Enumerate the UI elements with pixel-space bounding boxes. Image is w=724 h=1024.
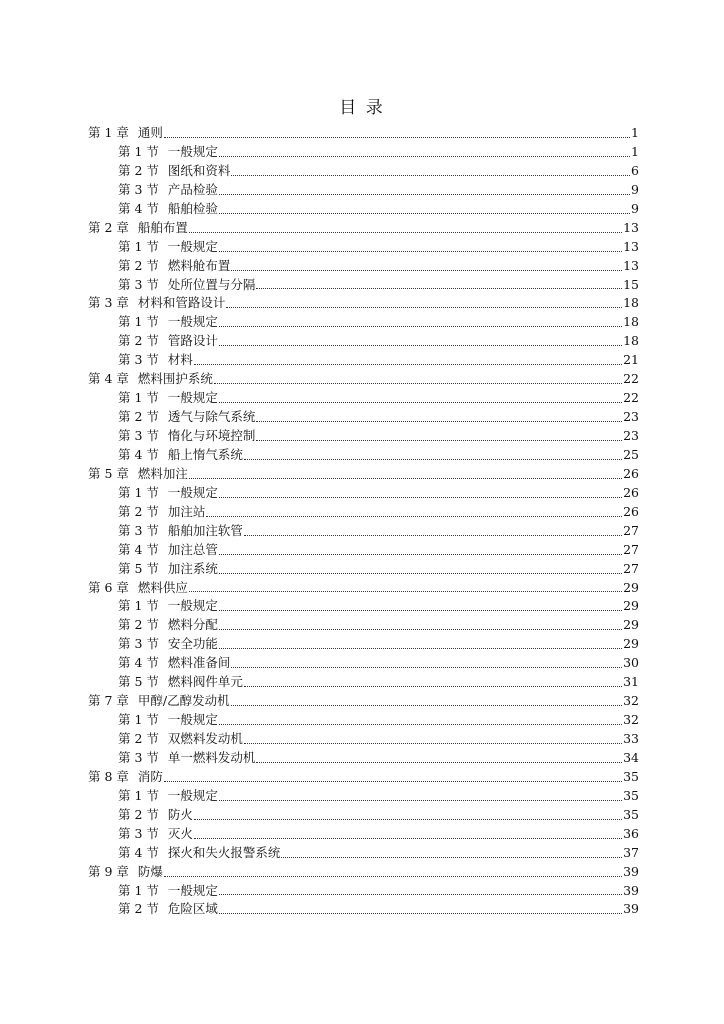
entry-number: 第 1 节 [118,238,159,254]
entry-number: 第 3 节 [118,522,159,538]
entry-number: 第 2 节 [118,901,159,917]
entry-title: 管路设计 [167,333,218,349]
dot-leader [256,287,622,289]
entry-page-number: 15 [623,276,639,292]
entry-page-number: 33 [623,731,639,746]
dot-leader [194,837,622,839]
toc-chapter-entry[interactable] [88,768,639,787]
entry-number: 第 5 章 [88,465,129,481]
entry-number: 第 5 节 [118,560,159,576]
entry-title: 一般规定 [167,238,218,254]
entry-number: 第 4 节 [118,655,159,671]
dot-leader [164,136,630,138]
toc-section-entry[interactable] [88,749,639,768]
toc-section-entry[interactable] [88,654,639,673]
entry-title: 透气与除气系统 [167,409,256,425]
dot-leader [231,704,622,706]
toc-section-entry[interactable] [88,389,639,408]
entry-page-number: 1 [631,143,639,159]
entry-page-number: 26 [623,503,639,519]
entry-number: 第 1 节 [118,598,159,614]
entry-title: 消防 [137,768,163,784]
entry-title: 船舶加注软管 [167,522,243,538]
toc-section-entry[interactable] [88,238,639,257]
entry-title: 一般规定 [167,314,218,330]
entry-title: 船舶布置 [137,219,188,235]
toc-section-entry[interactable] [88,181,639,200]
entry-page-number: 35 [623,806,639,822]
toc-section-entry[interactable] [88,351,639,370]
entry-title: 探火和失火报警系统 [167,844,281,860]
entry-page-number: 36 [623,825,639,841]
dot-leader [244,685,622,687]
entry-number: 第 5 节 [118,674,159,690]
entry-number: 第 2 节 [118,731,159,746]
entry-page-number: 22 [623,390,639,406]
toc-chapter-entry[interactable] [88,465,639,484]
dot-leader [281,856,622,858]
entry-page-number: 18 [623,314,639,330]
dot-leader [244,534,622,536]
dot-leader [189,231,622,233]
dot-leader [219,193,630,195]
dot-leader [164,780,622,782]
dot-leader [219,893,622,895]
dot-leader [219,912,622,914]
entry-page-number: 13 [623,238,639,254]
toc-section-entry[interactable] [88,522,639,541]
toc-section-entry[interactable] [88,673,639,692]
entry-number: 第 2 节 [118,162,159,178]
entry-page-number: 39 [623,882,639,898]
dot-leader [164,875,622,877]
entry-number: 第 1 节 [118,143,159,159]
entry-number: 第 2 节 [118,503,159,519]
toc-section-entry[interactable] [88,597,639,616]
entry-page-number: 25 [623,446,639,462]
entry-number: 第 1 节 [118,390,159,406]
entry-number: 第 3 章 [88,295,129,311]
entry-title: 甲醇/乙醇发动机 [137,693,230,709]
entry-title: 加注站 [167,503,206,519]
entry-number: 第 1 章 [88,125,129,140]
toc-chapter-entry[interactable] [88,370,639,389]
entry-title: 一般规定 [167,390,218,406]
dot-leader [219,496,622,498]
dot-leader [219,572,622,574]
toc-section-entry[interactable] [88,427,639,446]
toc-list [88,124,639,919]
entry-title: 船舶检验 [167,200,218,216]
entry-title: 材料和管路设计 [137,295,226,311]
entry-page-number: 29 [623,617,639,633]
entry-title: 船上惰气系统 [167,446,243,462]
dot-leader [219,553,622,555]
entry-page-number: 21 [623,352,639,368]
entry-title: 一般规定 [167,712,218,728]
toc-section-entry[interactable] [88,162,639,181]
toc-section-entry[interactable] [88,844,639,863]
dot-leader [256,439,622,441]
toc-section-entry[interactable] [88,408,639,427]
entry-page-number: 23 [623,409,639,425]
entry-title: 燃料供应 [137,579,188,595]
entry-page-number: 26 [623,465,639,481]
entry-page-number: 32 [623,693,639,709]
dot-leader [219,609,622,611]
toc-chapter-entry[interactable] [88,219,639,238]
entry-page-number: 30 [623,655,639,671]
entry-number: 第 2 节 [118,806,159,822]
entry-number: 第 4 节 [118,844,159,860]
entry-page-number: 23 [623,428,639,443]
entry-title: 一般规定 [167,882,218,898]
toc-section-entry[interactable] [88,560,639,579]
entry-title: 单一燃料发动机 [167,749,256,765]
dot-leader [219,628,622,630]
toc-section-entry[interactable] [88,332,639,351]
dot-leader [219,344,622,346]
entry-page-number: 27 [623,522,639,538]
dot-leader [244,458,622,460]
entry-title: 燃料围护系统 [137,371,213,387]
entry-title: 惰化与环境控制 [167,428,256,443]
entry-title: 灭火 [167,825,193,841]
toc-section-entry[interactable] [88,711,639,730]
entry-page-number: 37 [623,844,639,860]
dot-leader [231,269,622,271]
toc-chapter-entry[interactable] [88,863,639,882]
toc-section-entry[interactable] [88,276,639,295]
dot-leader [214,382,622,384]
entry-number: 第 1 节 [118,712,159,728]
entry-page-number: 27 [623,560,639,576]
entry-title: 防火 [167,806,193,822]
toc-section-entry[interactable] [88,787,639,806]
dot-leader [189,477,622,479]
entry-page-number: 31 [623,674,639,690]
toc-chapter-entry[interactable] [88,124,639,143]
entry-page-number: 34 [623,749,639,765]
entry-number: 第 2 节 [118,409,159,425]
toc-section-entry[interactable] [88,503,639,522]
entry-number: 第 4 节 [118,446,159,462]
toc-section-entry[interactable] [88,825,639,844]
dot-leader [194,363,622,365]
entry-title: 双燃料发动机 [167,731,243,746]
entry-title: 加注系统 [167,560,218,576]
dot-leader [219,401,622,403]
toc-section-entry[interactable] [88,900,639,919]
entry-page-number: 1 [631,125,639,140]
entry-title: 产品检验 [167,181,218,197]
toc-section-entry[interactable] [88,882,639,901]
entry-title: 材料 [167,352,193,368]
entry-title: 燃料准备间 [167,655,231,671]
entry-number: 第 3 节 [118,749,159,765]
entry-number: 第 4 节 [118,541,159,557]
entry-page-number: 13 [623,257,639,273]
entry-title: 燃料加注 [137,465,188,481]
entry-title: 防爆 [137,863,163,879]
toc-chapter-entry[interactable] [88,294,639,313]
entry-page-number: 13 [623,219,639,235]
toc-chapter-entry[interactable] [88,692,639,711]
toc-section-entry[interactable] [88,806,639,825]
entry-title: 一般规定 [167,787,218,803]
dot-leader [244,742,622,744]
entry-page-number: 26 [623,484,639,500]
entry-page-number: 39 [623,863,639,879]
entry-title: 一般规定 [167,484,218,500]
dot-leader [189,590,622,592]
toc-chapter-entry[interactable] [88,579,639,598]
entry-number: 第 7 章 [88,693,129,709]
toc-section-entry[interactable] [88,143,639,162]
entry-number: 第 3 节 [118,825,159,841]
entry-number: 第 8 章 [88,768,129,784]
page-title: 目 录 [339,98,385,118]
dot-leader [219,723,622,725]
entry-number: 第 4 章 [88,371,129,387]
entry-number: 第 9 章 [88,863,129,879]
entry-number: 第 2 节 [118,617,159,633]
dot-leader [206,515,622,517]
toc-section-entry[interactable] [88,635,639,654]
entry-title: 处所位置与分隔 [167,276,256,292]
entry-number: 第 3 节 [118,181,159,197]
entry-page-number: 18 [623,333,639,349]
dot-leader [219,799,622,801]
entry-number: 第 1 节 [118,314,159,330]
dot-leader [256,420,622,422]
dot-leader [194,818,622,820]
dot-leader [219,155,630,157]
entry-title: 一般规定 [167,598,218,614]
entry-page-number: 32 [623,712,639,728]
entry-title: 图纸和资料 [167,162,231,178]
entry-page-number: 22 [623,371,639,387]
entry-title: 危险区域 [167,901,218,917]
entry-number: 第 1 节 [118,787,159,803]
entry-number: 第 3 节 [118,352,159,368]
toc-section-entry[interactable] [88,730,639,749]
entry-page-number: 27 [623,541,639,557]
toc-section-entry[interactable] [88,200,639,219]
entry-page-number: 39 [623,901,639,917]
entry-number: 第 3 节 [118,636,159,652]
dot-leader [231,174,630,176]
toc-section-entry[interactable] [88,257,639,276]
entry-title: 安全功能 [167,636,218,652]
dot-leader [219,647,622,649]
entry-number: 第 1 节 [118,484,159,500]
entry-number: 第 3 节 [118,276,159,292]
entry-title: 加注总管 [167,541,218,557]
dot-leader [219,325,622,327]
entry-number: 第 1 节 [118,882,159,898]
entry-page-number: 35 [623,787,639,803]
dot-leader [226,306,622,308]
entry-page-number: 18 [623,295,639,311]
dot-leader [231,666,622,668]
entry-number: 第 6 章 [88,579,129,595]
entry-title: 通则 [137,125,163,140]
entry-page-number: 35 [623,768,639,784]
entry-page-number: 9 [631,200,639,216]
entry-number: 第 2 节 [118,333,159,349]
entry-number: 第 2 章 [88,219,129,235]
entry-page-number: 29 [623,636,639,652]
entry-page-number: 6 [631,162,639,178]
toc-section-entry[interactable] [88,484,639,503]
toc-section-entry[interactable] [88,541,639,560]
entry-number: 第 3 节 [118,428,159,443]
toc-section-entry[interactable] [88,313,639,332]
dot-leader [256,761,622,763]
entry-page-number: 9 [631,181,639,197]
toc-section-entry[interactable] [88,446,639,465]
entry-page-number: 29 [623,598,639,614]
entry-title: 燃料分配 [167,617,218,633]
entry-number: 第 2 节 [118,257,159,273]
entry-title: 一般规定 [167,143,218,159]
dot-leader [219,212,630,214]
entry-number: 第 4 节 [118,200,159,216]
toc-section-entry[interactable] [88,616,639,635]
entry-title: 燃料舱布置 [167,257,231,273]
entry-title: 燃料阀件单元 [167,674,243,690]
dot-leader [219,250,622,252]
entry-page-number: 29 [623,579,639,595]
